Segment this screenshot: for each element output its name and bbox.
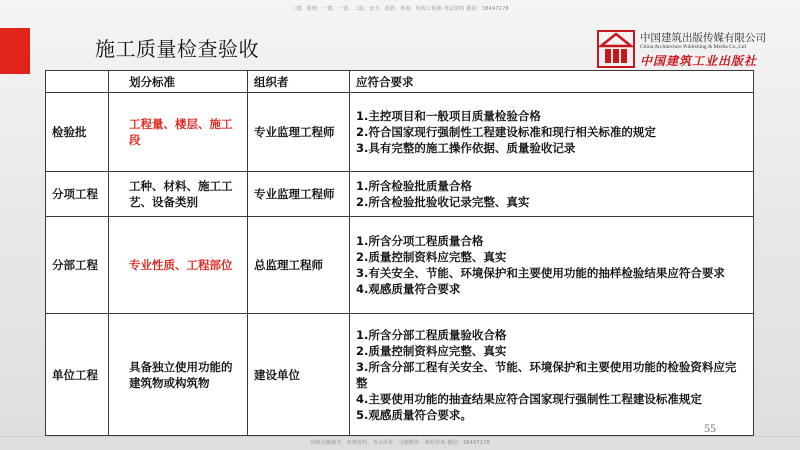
row-type: 检验批 (46, 93, 109, 172)
slide-title: 施工质量检查验收 (95, 37, 259, 61)
requirement-line: 4.观感质量符合要求 (356, 282, 461, 296)
row-scope: 专业性质、工程部位 (109, 217, 248, 314)
row-requirements (350, 93, 754, 172)
requirement-line: 2.所含检验批验收记录完整、真实 (356, 195, 530, 209)
row-requirements (350, 314, 754, 436)
row-organizer: 专业监理工程师 (248, 172, 350, 217)
row-type: 分项工程 (46, 172, 109, 217)
requirement-line: 1.所含分部工程质量验收合格 (356, 327, 507, 342)
requirement-line: 2.质量控制资料应完整、真实 (356, 250, 507, 264)
table-row (46, 314, 754, 436)
requirement-line: 5.观感质量符合要求。 (356, 407, 472, 422)
quality-acceptance-table (45, 70, 754, 436)
row-requirements (350, 217, 754, 314)
publisher-name-en: China Architecture Publishing & Media Co.,Ltd (640, 44, 746, 50)
red-accent-block (0, 28, 30, 74)
top-watermark-note: 二建、监理、一建、一造、二造、安全、消防、咨询、结构工程师·考试资料 微信：38497178 (291, 6, 509, 12)
bottom-watermark-note: 名师直播辅导，免费资料，考点串讲，习题精讲 · 课程咨询 微信：38497178 (310, 440, 490, 446)
requirement-line: 1.所含分项工程质量合格 (356, 234, 484, 248)
header-cell-scope: 划分标准 (109, 71, 248, 93)
publisher-calligraphy: 中国建筑工业出版社 (640, 54, 758, 68)
row-organizer: 专业监理工程师 (248, 93, 350, 172)
requirement-line: 4.主要使用功能的抽查结果应符合国家现行强制性工程建设标准规定 (356, 391, 702, 406)
requirement-line: 3.有关安全、节能、环境保护和主要使用功能的抽样检验结果应符合要求 (356, 266, 725, 280)
publisher-logo (597, 28, 797, 70)
publisher-name-cn: 中国建筑出版传媒有限公司 (640, 32, 766, 44)
table-header-row (46, 71, 754, 93)
row-organizer: 建设单位 (248, 314, 350, 436)
requirement-line: 1.所含检验批质量合格 (356, 179, 472, 193)
requirement-line: 3.所含分部工程有关安全、节能、环境保护和主要使用功能的检验资料应完整 (356, 359, 737, 390)
row-type: 单位工程 (46, 314, 109, 436)
row-organizer: 总监理工程师 (248, 217, 350, 314)
header-cell-type (46, 71, 109, 93)
requirement-line: 2.符合国家现行强制性工程建设标准和现行相关标准的规定 (356, 125, 656, 139)
table-row (46, 172, 754, 217)
bottom-divider (0, 436, 800, 437)
requirement-line: 2.质量控制资料应完整、真实 (356, 343, 507, 358)
header-cell-organizer: 组织者 (248, 71, 350, 93)
row-scope: 具备独立使用功能的建筑物或构筑物 (109, 314, 248, 436)
row-requirements (350, 172, 754, 217)
header-cell-requirements: 应符合要求 (350, 71, 754, 93)
requirement-line: 3.具有完整的施工操作依据、质量验收记录 (356, 141, 576, 155)
row-scope: 工种、材料、施工工艺、设备类别 (109, 172, 248, 217)
row-type: 分部工程 (46, 217, 109, 314)
requirement-line: 1.主控项目和一般项目质量检验合格 (356, 109, 541, 123)
table-row (46, 93, 754, 172)
table-row (46, 217, 754, 314)
page-number: 55 (704, 421, 716, 435)
row-scope: 工程量、楼层、施工段 (109, 93, 248, 172)
publisher-emblem-icon (597, 30, 635, 68)
